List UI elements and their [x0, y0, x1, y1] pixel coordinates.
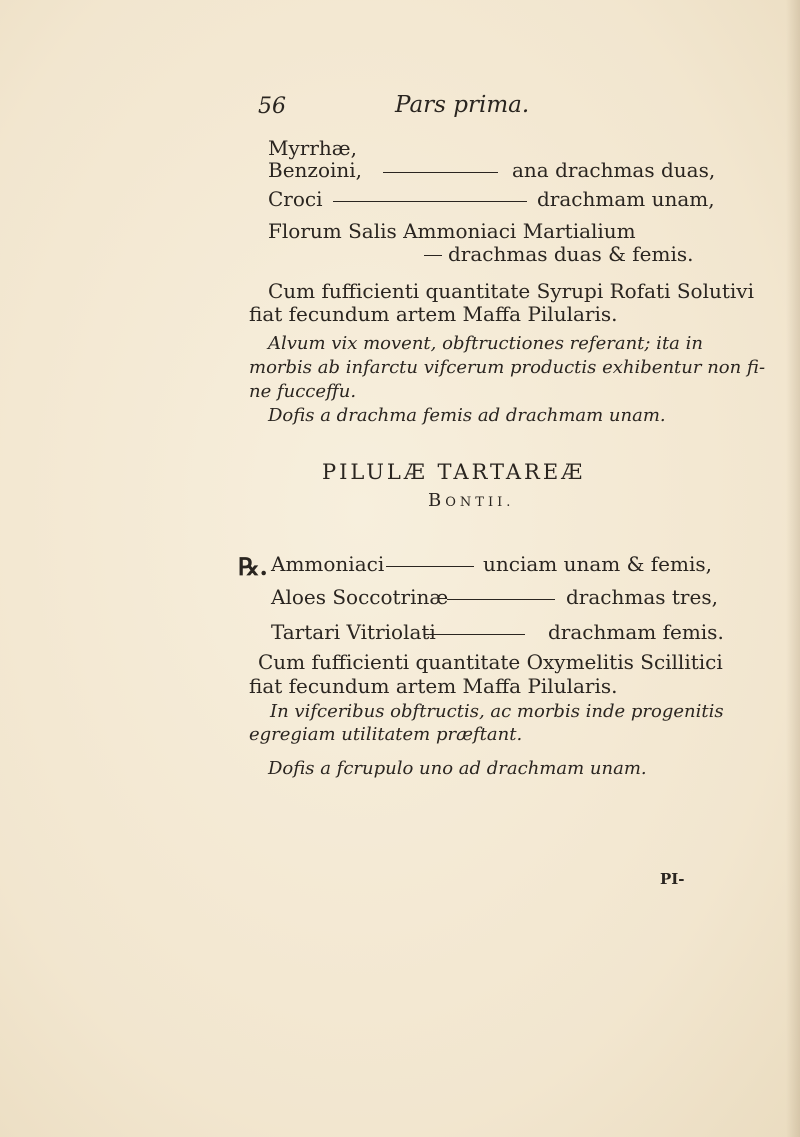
recipe1-line5-rule [424, 255, 442, 256]
section-author-rest: ONTII. [445, 495, 515, 510]
recipe1-line1: Myrrhæ, [268, 136, 357, 160]
catchword: PI- [660, 870, 685, 888]
recipe1-method-line1: Cum fufficienti quantitate Syrupi Rofati Solutivi [268, 279, 754, 303]
section-author-initial: B [428, 490, 446, 511]
notes1-line3: ne fucceffu. [249, 381, 357, 402]
recipe2-item3-amount: drachmam femis. [548, 620, 724, 644]
notes2-dose: Dofis a fcrupulo uno ad drachmam unam. [268, 758, 647, 779]
recipe2-method-line1: Cum fufficienti quantitate Oxymelitis Scillitici [258, 650, 723, 674]
recipe1-line3-name: Croci [268, 187, 323, 211]
notes2-line2: egregiam utilitatem præftant. [249, 724, 523, 745]
recipe1-line2-name: Benzoini, [268, 158, 363, 182]
section-title: PILULÆ TARTAREÆ [322, 460, 586, 484]
notes2-line1: In vifceribus obftructis, ac morbis inde progenitis [270, 701, 724, 722]
recipe2-item3-rule [425, 634, 525, 635]
notes1-line1: Alvum vix movent, obftructiones referant; ita in [268, 333, 703, 354]
recipe1-line2-rule [383, 172, 498, 173]
section-author [428, 490, 514, 511]
recipe2-item2-rule [447, 599, 555, 600]
recipe2-item3-name: Tartari Vitriolati [271, 620, 436, 644]
recipe1-line5-amount: drachmas duas & femis. [448, 242, 694, 266]
page-number: 56 [258, 94, 286, 119]
recipe2-method-line2: fiat fecundum artem Maffa Pilularis. [249, 674, 618, 698]
recipe1-line4: Florum Salis Ammoniaci Martialium [268, 219, 636, 243]
recipe1-line2-amount: ana drachmas duas, [512, 158, 716, 182]
recipe1-line3-rule [333, 201, 527, 202]
notes1-dose: Dofis a drachma femis ad drachmam unam. [268, 405, 666, 426]
recipe-symbol: ℞. [238, 552, 268, 581]
running-title: Pars prima. [395, 92, 530, 118]
recipe1-method-line2: fiat fecundum artem Maffa Pilularis. [249, 302, 618, 326]
recipe2-item1-rule [386, 566, 474, 567]
notes1-line2: morbis ab infarctu vifcerum productis exhibentur non fi- [249, 357, 766, 378]
recipe2-item1-amount: unciam unam & femis, [483, 552, 712, 576]
recipe2-item1-name: Ammoniaci [271, 552, 385, 576]
page-edge-shadow [786, 0, 800, 1137]
recipe2-item2-name: Aloes Soccotrinæ [271, 585, 449, 609]
recipe1-line3-amount: drachmam unam, [537, 187, 715, 211]
recipe2-item2-amount: drachmas tres, [566, 585, 718, 609]
